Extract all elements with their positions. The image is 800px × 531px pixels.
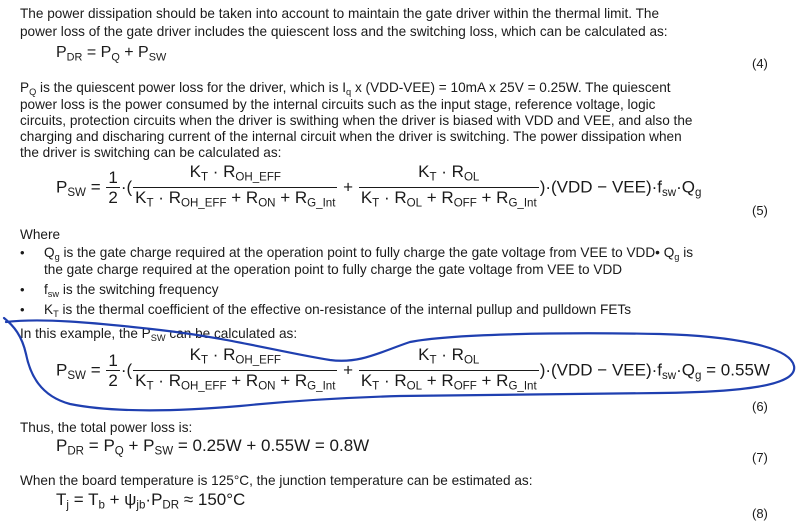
paragraph-2-line-1: $P_Q$ is the quiescent power loss for the driver, which is $I_q$ x (VDD-VEE) = 10mA x 25V = 0.25W. The quiescent xyxy=(20,80,671,97)
paragraph-1-line-1: The power dissipation should be taken into account to maintain the gate driver within the thermal limit. The xyxy=(20,6,660,21)
fraction-half: $\frac{1}{2}$ xyxy=(108,168,118,208)
equation-5-number: (5) xyxy=(752,203,768,218)
paragraph-2-line-2: power loss is the power consumed by the internal circuits such as the input stage, reference voltage, logic xyxy=(20,97,656,112)
total-loss-text: Thus, the total power loss is: xyxy=(20,420,193,435)
where-item-3: $K_T$ is the thermal coefficient of the effective on-resistance of the internal pullup and pulldown FETs xyxy=(44,302,632,319)
equation-7-number: (7) xyxy=(752,450,768,465)
where-item-2: $f_{sw}$ is the switching frequency xyxy=(44,282,219,299)
where-heading: Where xyxy=(20,227,61,242)
equation-4: $P_{DR} = P_Q + P_{SW}$ xyxy=(56,44,167,64)
where-item-1-line-1: $Q_g$ is the gate charge required at the operation point to fully charge the gate voltage from VEE to VDD• $Q_g$ is xyxy=(44,245,694,262)
paragraph-1-line-2: power loss of the gate driver includes the quiescent loss and the switching loss, which can be calculated as: xyxy=(20,24,668,39)
equation-8: $T_j = T_b + \psi_{jb}\cdot P_{DR} \approx 150^\circ C$ xyxy=(56,490,246,512)
example-intro: In this example, the $P_{SW}$ can be calculated as: xyxy=(20,326,298,343)
junction-temp-text: When the board temperature is 125°C, the junction temperature can be estimated as: xyxy=(20,473,533,488)
paragraph-2-line-3: circuits, protection circuits when the driver is swithing when the driver is biased with VDD and VEE, and also the xyxy=(20,113,693,128)
bullet-3: • xyxy=(20,302,25,317)
equation-6-result: = 0.55W xyxy=(701,360,770,380)
equation-5: $P_{SW}$ = $\frac{1}{2}$ ·( $\frac{K_T \cdot R_{OH\_EFF}}{K_T \cdot R_{OH\_EFF} + R_{ON} + R_{G\_Int}}$ + $\frac{K_T \cdot R_{OL}}{K_T \cdot R_{OL} + R_{OFF} + R_{G\_Int}}$ )$\cdot(VDD - VEE)\cdot f_{sw}\cdot Q_g$ xyxy=(56,162,701,214)
where-item-1-line-2: the gate charge required at the operation point to fully charge the gate voltage from VEE to VDD xyxy=(44,262,623,277)
equation-8-number: (8) xyxy=(752,506,768,521)
bullet-1: • xyxy=(20,245,25,260)
bullet-2: • xyxy=(20,282,25,297)
equation-6: $P_{SW}$ = $\frac{1}{2}$ ·( $\frac{K_T \cdot R_{OH\_EFF}}{K_T \cdot R_{OH\_EFF} + R_{ON} + R_{G\_Int}}$ + $\frac{K_T \cdot R_{OL}}{K_T \cdot R_{OL} + R_{OFF} + R_{G\_Int}}$ )$\cdot(VDD - VEE)\cdot f_{sw}\cdot Q_g = 0.55W$ xyxy=(56,345,770,397)
equation-7: $P_{DR} = P_Q + P_{SW} = 0.25W + 0.55W = 0.8W$ xyxy=(56,436,370,458)
paragraph-2-line-4: charging and discharing current of the internal circuit when the driver is switching. The power dissipation when xyxy=(20,129,682,144)
equation-6-number: (6) xyxy=(752,399,768,414)
fraction-2: $\frac{K_T \cdot R_{OL}}{K_T \cdot R_{OL} + R_{OFF} + R_{G\_Int}}$ xyxy=(359,162,539,214)
paragraph-2-line-5: the driver is switching can be calculated as: xyxy=(20,145,282,160)
equation-4-number: (4) xyxy=(752,56,768,71)
fraction-1: $\frac{K_T \cdot R_{OH\_EFF}}{K_T \cdot R_{OH\_EFF} + R_{ON} + R_{G\_Int}}$ xyxy=(133,162,337,214)
